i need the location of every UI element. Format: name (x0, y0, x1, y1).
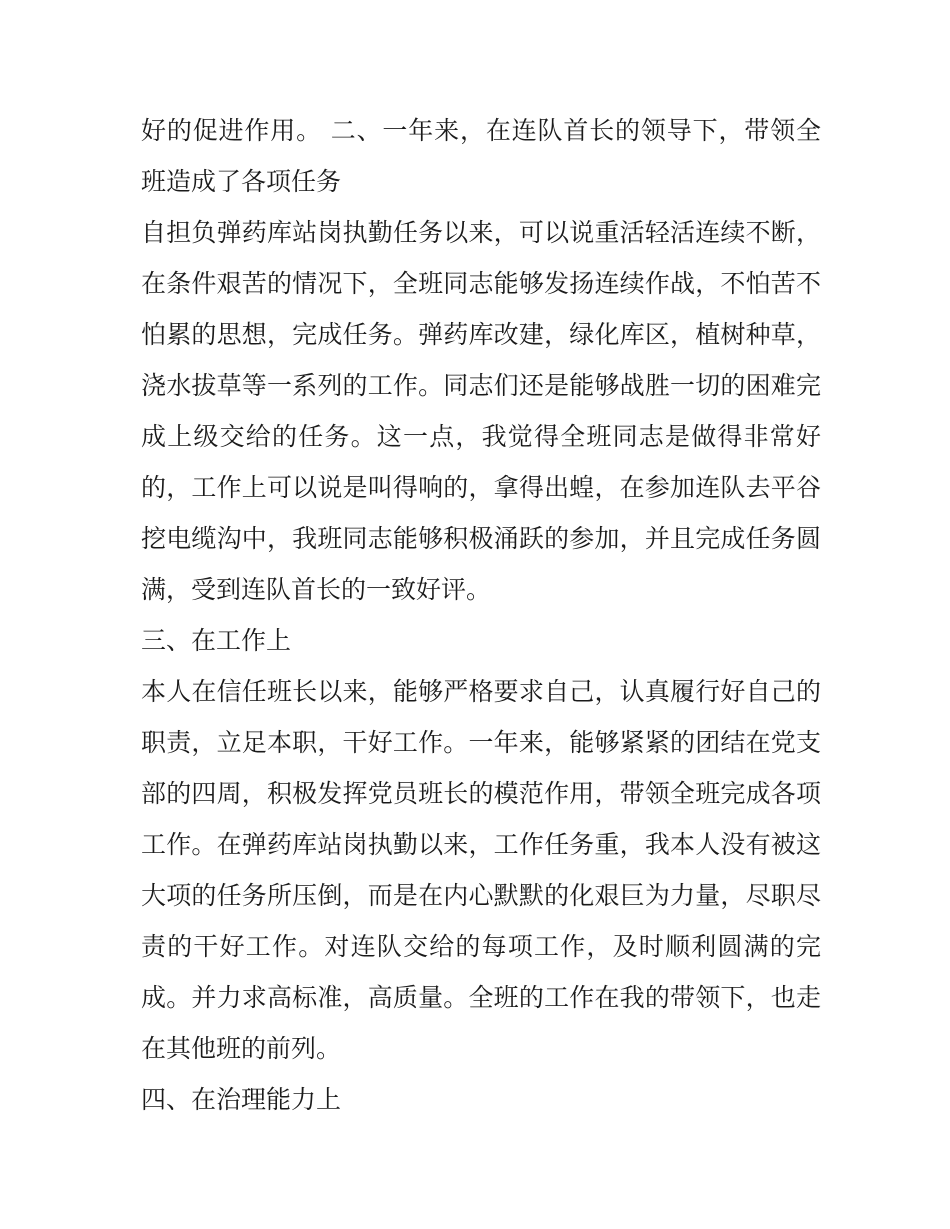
text-line: 班造成了各项任务 (141, 167, 342, 196)
section-heading: 三、在工作上 (141, 626, 292, 655)
text-line: 部的四周，积极发挥党员班长的模范作用，带领全班完成各项 (141, 779, 821, 808)
section-heading: 四、在治理能力上 (141, 1085, 342, 1114)
text-line: 责的干好工作。对连队交给的每项工作，及时顺利圆满的完 (141, 932, 821, 961)
text-line: 本人在信任班长以来，能够严格要求自己，认真履行好自己的 (141, 677, 821, 706)
text-line: 好的促进作用。 二、一年来，在连队首长的领导下，带领全 (141, 116, 821, 145)
text-line: 挖电缆沟中，我班同志能够积极涌跃的参加，并且完成任务圆 (141, 524, 821, 553)
text-line: 职责，立足本职，干好工作。一年来，能够紧紧的团结在党支 (141, 728, 821, 757)
text-line: 浇水拔草等一系列的工作。同志们还是能够战胜一切的困难完 (141, 371, 821, 400)
text-line: 成。并力求高标准，高质量。全班的工作在我的带领下，也走 (141, 983, 821, 1012)
text-line: 成上级交给的任务。这一点，我觉得全班同志是做得非常好 (141, 422, 821, 451)
text-line: 满，受到连队首长的一致好评。 (141, 575, 492, 604)
document-body (141, 105, 821, 1125)
text-line: 在其他班的前列。 (141, 1034, 342, 1063)
text-line: 工作。在弹药库站岗执勤以来，工作任务重，我本人没有被这 (141, 830, 821, 859)
text-line: 大项的任务所压倒，而是在内心默默的化艰巨为力量，尽职尽 (141, 881, 821, 910)
text-line: 怕累的思想，完成任务。弹药库改建，绿化库区，植树种草， (141, 320, 821, 349)
text-line: 自担负弹药库站岗执勤任务以来，可以说重活轻活连续不断， (141, 218, 821, 247)
text-line: 的，工作上可以说是叫得响的，拿得出蝗，在参加连队去平谷 (141, 473, 821, 502)
text-line: 在条件艰苦的情况下，全班同志能够发扬连续作战，不怕苦不 (141, 269, 821, 298)
